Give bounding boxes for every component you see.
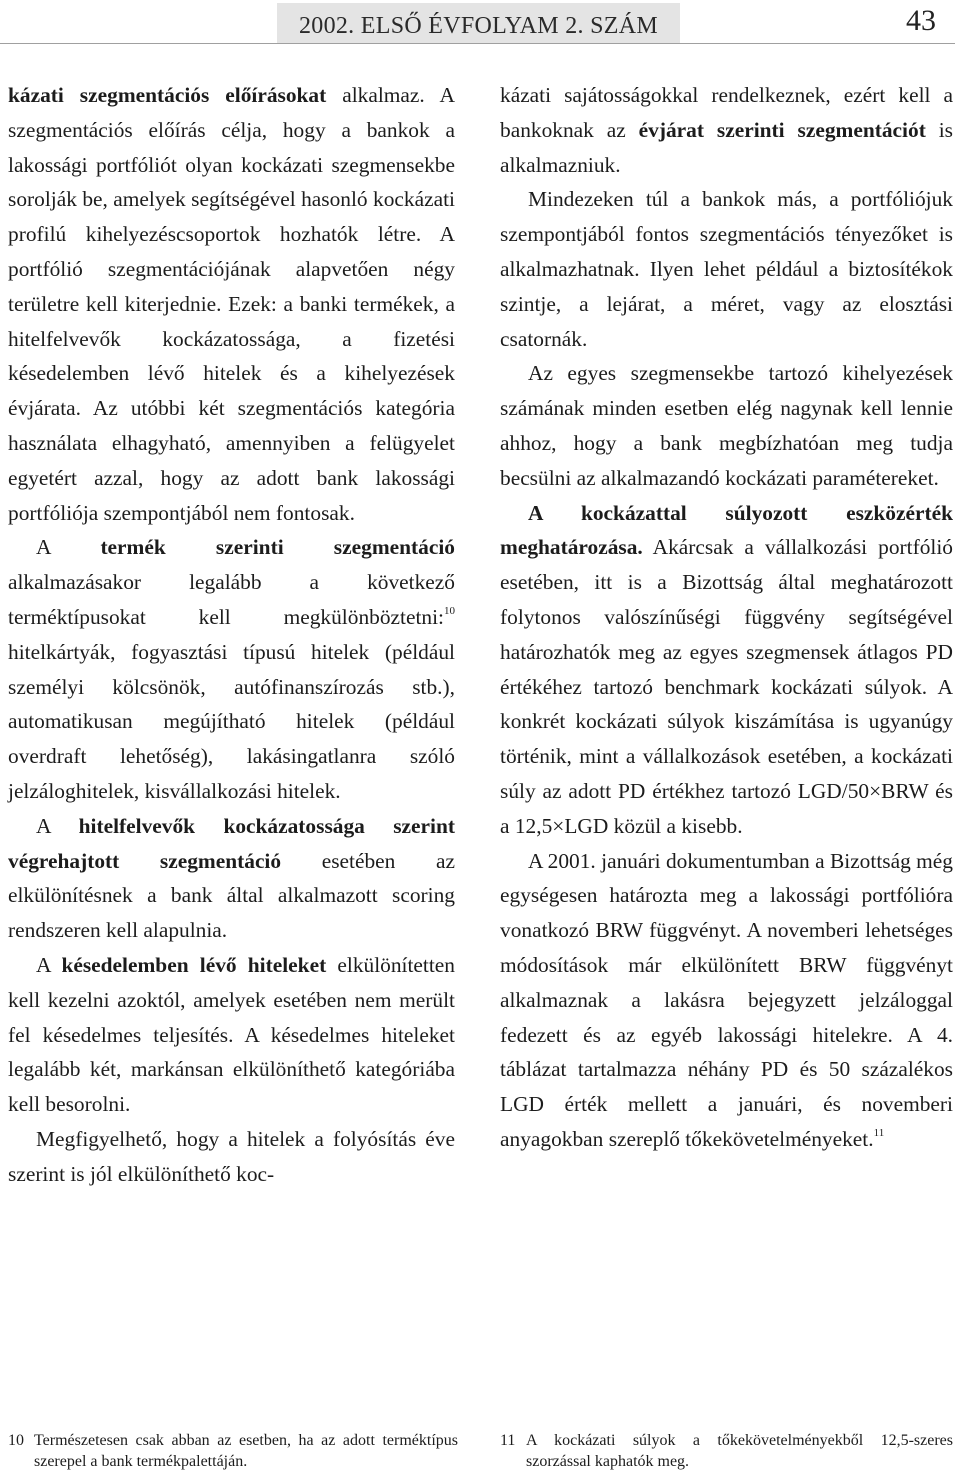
page-number: 43: [906, 4, 936, 37]
footnote-ref-11: 11: [873, 1126, 885, 1139]
bold-phrase: termék szerinti szegmentáció: [100, 535, 455, 560]
footnote-text: Természetesen csak abban az esetben, ha az adott terméktípus szerepel a bank termékpalettáján.: [34, 1432, 458, 1470]
footnote-10: [8, 1430, 458, 1472]
paragraph: [8, 948, 455, 1122]
running-head-title: 2002. ELSŐ ÉVFOLYAM 2. SZÁM: [298, 13, 659, 39]
paragraph-text: kázati sajátosságokkal rendelkeznek, ezért kell a bankoknak az: [500, 83, 953, 142]
footnote-number: 11: [500, 1432, 516, 1449]
paragraph-text: elkülönítetten kell kezelni azoktól, amelyek esetében nem merült fel késedelmes teljesítés. A késedelmes hiteleket legalább két, markánsan elkülöníthető kategóriába kell besorolni.: [8, 952, 455, 1117]
footnote-ref-10: 10: [444, 604, 455, 617]
paragraph-text: esetében az elkülönítésnek a bank által alkalmazott scoring rendszeren kell alapulnia.: [8, 848, 455, 943]
paragraph: [8, 809, 455, 948]
footnote-number: 10: [8, 1432, 24, 1449]
paragraph-text: A: [36, 952, 62, 977]
paragraph-text: A: [36, 535, 101, 560]
bold-phrase: hitelfelvevők kockázatossága szerint végrehajtott szegmentáció: [8, 813, 455, 873]
page-header: [0, 0, 960, 50]
bold-phrase: évjárat szerinti szegmentációt: [638, 117, 926, 142]
paragraph: [500, 844, 953, 1157]
right-column: [500, 78, 953, 1157]
paragraph-text: alkalmazásakor legalább a következő terméktípusokat kell megkülönböztetni:: [8, 570, 455, 629]
paragraph: Az egyes szegmensekbe tartozó kihelyezések számának minden esetben elég nagynak kell lennie ahhoz, hogy a bank megbízhatóan meg tudja becsülni az alkalmazandó kockázati paramétereket.: [500, 361, 953, 490]
bold-phrase: kázati szegmentációs előírásokat: [8, 83, 327, 107]
paragraph: Megfigyelhető, hogy a hitelek a folyósítás éve szerint is jól elkülöníthető koc-: [8, 1126, 455, 1186]
paragraph-text: A 2001. januári dokumentumban a Bizottság még egységesen határozta meg a lakossági portfólióra vonatkozó BRW függvényt. A novemberi lehetséges módosítások már elkülönített BRW függvényt alkalmaznak a lakásra bejegyzett jelzáloggal fedezett és az egyéb lakossági hitelekre. A 4. táblázat tartalmazza néhány PD és 50 százalékos LGD érték mellett a januári, és novemberi anyagokban szereplő tőkekövetelményeket.: [500, 848, 953, 1151]
header-rule: [0, 43, 955, 44]
running-head-box: [277, 3, 680, 44]
paragraph-text: hitelkártyák, fogyasztási típusú hitelek (például személyi kölcsönök, autófinanszírozás stb.), automatikusan megújítható hitelek (például overdraft lehetőség), lakásingatlanra szóló jelzáloghitelek, kisvállalkozási hitelek.: [8, 639, 455, 803]
paragraph: [8, 530, 455, 808]
footnote-11: [500, 1430, 953, 1472]
paragraph-text: is alkalmazniuk.: [500, 117, 953, 177]
left-column: [8, 78, 455, 1192]
paragraph: [500, 496, 953, 844]
section-heading: A kockázattal súlyozott eszközérték meghatározása.: [500, 500, 953, 560]
bold-phrase: késedelemben lévő hiteleket: [61, 952, 327, 977]
footnote-text: A kockázati súlyok a tőkekövetelményekből 12,5-szeres szorzással kaphatók meg.: [526, 1432, 953, 1470]
paragraph: [8, 78, 455, 530]
paragraph-text: A: [36, 813, 79, 838]
paragraph-text: alkalmaz. A szegmentációs előírás célja, hogy a bankok a lakossági portfóliót olyan kockázati szegmensekbe sorolják be, amelyek segítségével hasonló kockázati profilú kihelyezéscsoportok hozhatók létre. A portfólió szegmentációjának alapvetően négy területre kell kiterjednie. Ezek: a banki termékek, a hitelfelvevők kockázatossága, a fizetési késedelemben lévő hitelek és a kihelyezések évjárata. Az utóbbi két szegmentációs kategória használata elhagyható, amennyiben a felügyelet egyetért azzal, hogy az adott bank lakossági portfóliója szempontjából nem fontosak.: [8, 83, 455, 525]
paragraph-text: Akárcsak a vállalkozási portfólió esetében, itt is a Bizottság által meghatározott folytonos valószínűségi függvény segítségével határozhatók meg az egyes szegmensek átlagos PD értékéhez tartozó benchmark kockázati súlyok. A konkrét kockázati súlyok kiszámítása is ugyanúgy történik, mint a vállalkozások esetében, a kockázati súly az adott PD értékhez tartozó LGD/50×BRW és a 12,5×LGD közül a kisebb.: [500, 535, 953, 838]
paragraph: [500, 78, 953, 182]
paragraph: Mindezeken túl a bankok más, a portfóliójuk szempontjából fontos szegmentációs tényezőket is alkalmazhatnak. Ilyen lehet például a biztosítékok szintje, a lejárat, a méret, vagy az elosztási csatornák.: [500, 187, 953, 351]
